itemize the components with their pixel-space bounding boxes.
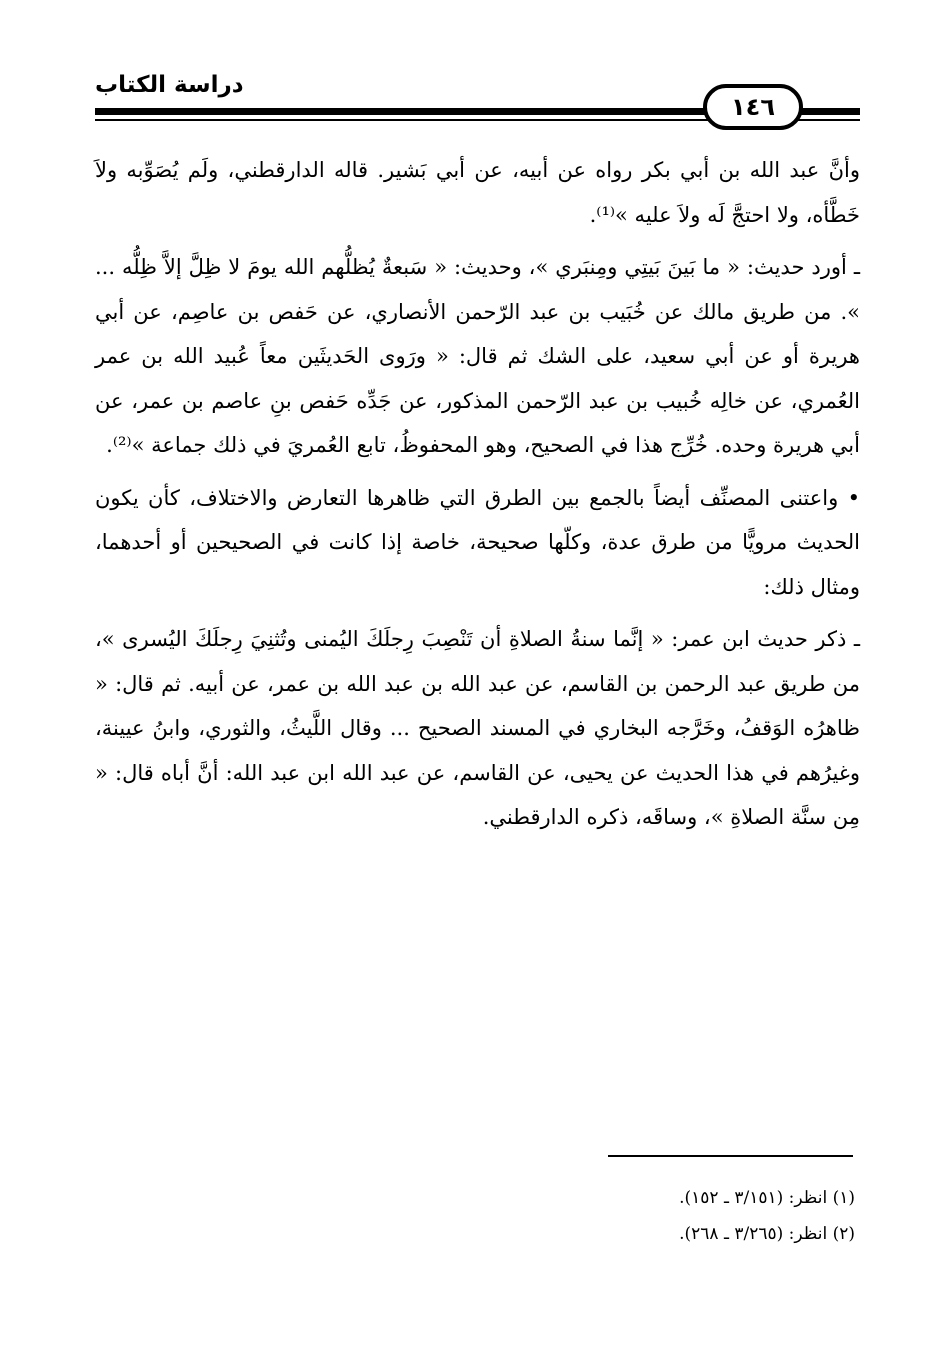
paragraph-3: • واعتنى المصنِّف أيضاً بالجمع بين الطرق التي ظاهرها التعارض والاختلاف، كأن يكون الحديث مرويًّا من طرق عدة، وكلّها صحيحة، خاصة إذا كانت في الصحيحين أو أحدهما، ومثال ذلك: bbox=[95, 485, 860, 599]
paragraph-4: ـ ذكر حديث ابن عمر: « إنَّما سنةُ الصلاةِ أن تَنْصِبَ رِجلَكَ اليُمنى وتُثنِيَ رِجلَكَ اليُسرى »، من طريق عبد الرحمن بن القاسم، عن عبد الله بن عبد الله بن عمر، عن أبيه. ثم قال: « ظاهرُه الوَقفُ، وخَرَّجه البخاري في المسند الصحيح ... وقال اللَّيثُ، والثوري، وابنُ عيينة، وغيرُهم في هذا الحديث عن يحيى، عن القاسم، عن عبد الله ابن عبد الله: أنَّ أباه قال: « مِن سنَّة الصلاةِ »، وساقَه، ذكره الدارقطني. bbox=[95, 627, 860, 829]
page-number: ١٤٦ bbox=[703, 84, 803, 130]
footnote-1: (١) انظر: (٣/١٥١ ـ ١٥٢). bbox=[679, 1188, 855, 1208]
footnote-2: (٢) انظر: (٣/٢٦٥ ـ ٢٦٨). bbox=[679, 1224, 855, 1244]
page-header bbox=[95, 70, 860, 130]
running-head-title: دراسة الكتاب bbox=[95, 72, 244, 98]
paragraph-2: ـ أورد حديث: « ما بَينَ بَيتِي ومِنبَري »، وحديث: « سَبعةٌ يُظلُّهم الله يومَ لا ظِلَّ إلاَّ ظِلُّه ... ». من طريق مالك عن خُبَيب بن عبد الرّحمن الأنصاري، عن حَفص بن عاصِم، عن أبي هريرة أو عن أبي سعيد، على الشك ثم قال: « ورَوى الحَديثَين معاً عُبيد الله بن عمر العُمري، عن خالِه خُبيب بن عبد الرّحمن المذكور، عن جَدِّه حَفص بنِ عاصم بن عمر، عن أبي هريرة وحده. خُرِّج هذا في الصحيح، وهو المحفوظُ، تابع العُمريَ في ذلك جماعة »⁽²⁾. bbox=[95, 255, 860, 457]
paragraph-1: وأنَّ عبد الله بن أبي بكر رواه عن أبيه، عن أبي بَشير. قاله الدارقطني، ولَم يُصَوِّبه ولاَ خَطَّأه، ولا احتجَّ لَه ولاَ عليه »⁽¹⁾. bbox=[95, 158, 860, 227]
body-text bbox=[95, 148, 860, 848]
footnotes bbox=[95, 1180, 855, 1252]
footnote-separator bbox=[608, 1155, 853, 1157]
